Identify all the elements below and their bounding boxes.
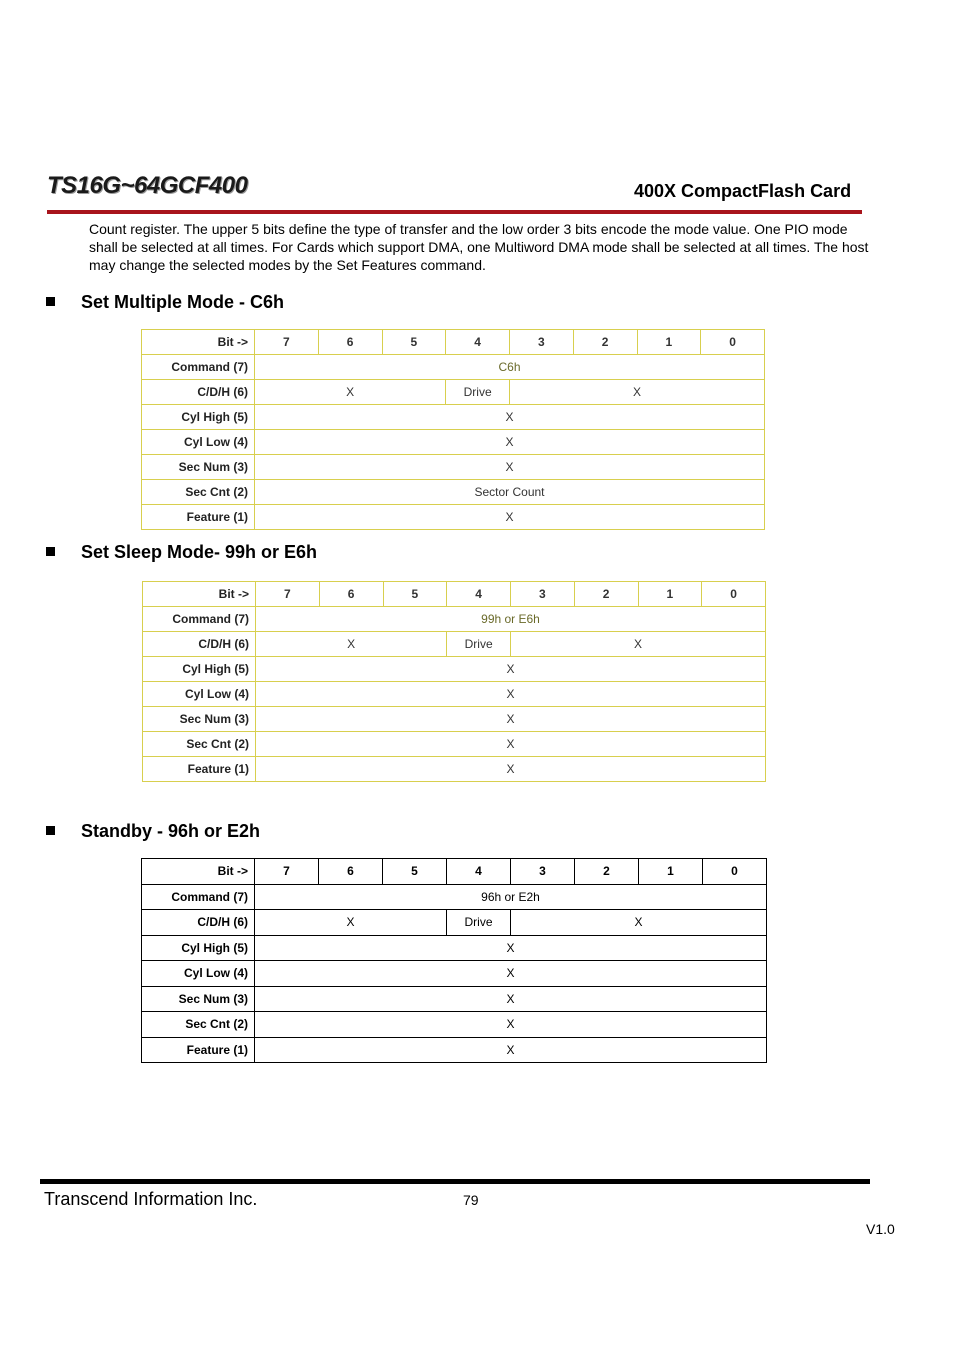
square-bullet-icon	[46, 826, 55, 835]
bit-2: 2	[573, 330, 637, 355]
bit-0: 0	[702, 582, 766, 607]
header-rule	[47, 210, 862, 214]
row-label: C/D/H (6)	[143, 632, 256, 657]
cdh-row	[143, 632, 766, 657]
row-value: X	[255, 1037, 767, 1063]
register-table-set-multiple-mode	[141, 329, 765, 530]
bit-1: 1	[639, 859, 703, 885]
command-value: 96h or E2h	[255, 884, 767, 910]
bit-3: 3	[511, 582, 575, 607]
square-bullet-icon	[46, 547, 55, 556]
cdh-high-value: X	[255, 380, 446, 405]
row-value: X	[255, 505, 765, 530]
command-value: C6h	[255, 355, 765, 380]
section-heading-set-multiple-mode	[46, 292, 284, 313]
model-title: TS16G~64GCF400	[47, 172, 248, 199]
section-title: Standby - 96h or E2h	[81, 821, 261, 841]
cdh-high-value: X	[255, 910, 447, 936]
row-value: X	[255, 455, 765, 480]
row-label: Cyl Low (4)	[142, 430, 255, 455]
cdh-row	[142, 910, 767, 936]
table-row	[142, 405, 765, 430]
cdh-low-value: X	[511, 632, 766, 657]
table-row	[142, 961, 767, 987]
row-value: X	[255, 405, 765, 430]
table-row	[143, 757, 766, 782]
bit-6: 6	[318, 330, 382, 355]
table-row	[143, 707, 766, 732]
cdh-drive-value: Drive	[446, 380, 510, 405]
bit-5: 5	[382, 330, 446, 355]
bit-header-row	[142, 330, 765, 355]
bit-4: 4	[447, 582, 511, 607]
bit-1: 1	[637, 330, 701, 355]
version-label: V1.0	[866, 1221, 895, 1237]
page-number: 79	[463, 1192, 479, 1208]
row-value: X	[255, 986, 767, 1012]
row-label: Sec Cnt (2)	[142, 1012, 255, 1038]
cdh-row	[142, 380, 765, 405]
table-row	[143, 682, 766, 707]
row-label: Cyl High (5)	[142, 935, 255, 961]
bit-6: 6	[319, 859, 383, 885]
row-value: X	[256, 707, 766, 732]
row-label: C/D/H (6)	[142, 380, 255, 405]
register-table-standby	[141, 858, 767, 1063]
row-label: Sec Cnt (2)	[142, 480, 255, 505]
row-label: Sec Num (3)	[142, 986, 255, 1012]
row-value: X	[255, 961, 767, 987]
intro-paragraph: Count register. The upper 5 bits define the type of transfer and the low order 3 bits encode the mode value. One PIO mode shall be selected at all times. For Cards which support DMA, one Multiword DMA mode shall be selected at all times. The host may change the selected modes by the Set Features command.	[89, 221, 869, 273]
bit-1: 1	[638, 582, 702, 607]
bit-0: 0	[703, 859, 767, 885]
bit-label: Bit ->	[142, 859, 255, 885]
bit-0: 0	[701, 330, 765, 355]
square-bullet-icon	[46, 297, 55, 306]
row-value: X	[255, 935, 767, 961]
table-row	[142, 1037, 767, 1063]
bit-header-row	[143, 582, 766, 607]
row-label: Command (7)	[143, 607, 256, 632]
command-value: 99h or E6h	[256, 607, 766, 632]
bit-7: 7	[256, 582, 320, 607]
table-row	[142, 480, 765, 505]
table-row	[142, 430, 765, 455]
row-value: X	[255, 1012, 767, 1038]
table-row	[142, 935, 767, 961]
row-value: X	[255, 430, 765, 455]
command-row	[142, 884, 767, 910]
row-label: Command (7)	[142, 884, 255, 910]
cdh-low-value: X	[510, 380, 765, 405]
cdh-high-value: X	[256, 632, 447, 657]
bit-4: 4	[446, 330, 510, 355]
bit-label: Bit ->	[143, 582, 256, 607]
product-title: 400X CompactFlash Card	[634, 181, 852, 201]
section-heading-set-sleep-mode	[46, 542, 317, 563]
bit-2: 2	[575, 859, 639, 885]
bit-3: 3	[511, 859, 575, 885]
row-label: C/D/H (6)	[142, 910, 255, 936]
table-row	[142, 1012, 767, 1038]
row-value: X	[256, 657, 766, 682]
row-label: Cyl Low (4)	[142, 961, 255, 987]
row-value: X	[256, 732, 766, 757]
table-row	[142, 455, 765, 480]
bit-3: 3	[510, 330, 574, 355]
bit-header-row	[142, 859, 767, 885]
section-heading-standby	[46, 821, 260, 842]
bit-4: 4	[447, 859, 511, 885]
table-row	[142, 986, 767, 1012]
bit-5: 5	[383, 582, 447, 607]
footer-rule	[40, 1179, 870, 1184]
command-row	[143, 607, 766, 632]
bit-7: 7	[255, 330, 319, 355]
cdh-drive-value: Drive	[447, 910, 511, 936]
section-title: Set Multiple Mode - C6h	[81, 292, 285, 312]
bit-6: 6	[319, 582, 383, 607]
row-label: Feature (1)	[143, 757, 256, 782]
row-value: X	[256, 757, 766, 782]
row-label: Sec Num (3)	[142, 455, 255, 480]
bit-label: Bit ->	[142, 330, 255, 355]
row-value: Sector Count	[255, 480, 765, 505]
bit-7: 7	[255, 859, 319, 885]
company-name: Transcend Information Inc.	[44, 1189, 258, 1209]
row-label: Cyl Low (4)	[143, 682, 256, 707]
table-row	[143, 732, 766, 757]
bit-5: 5	[383, 859, 447, 885]
register-table-set-sleep-mode	[142, 581, 766, 782]
row-value: X	[256, 682, 766, 707]
table-row	[143, 657, 766, 682]
row-label: Cyl High (5)	[142, 405, 255, 430]
row-label: Cyl High (5)	[143, 657, 256, 682]
row-label: Feature (1)	[142, 505, 255, 530]
row-label: Sec Num (3)	[143, 707, 256, 732]
section-title: Set Sleep Mode- 99h or E6h	[81, 542, 318, 562]
table-row	[142, 505, 765, 530]
bit-2: 2	[574, 582, 638, 607]
cdh-drive-value: Drive	[447, 632, 511, 657]
row-label: Feature (1)	[142, 1037, 255, 1063]
row-label: Sec Cnt (2)	[143, 732, 256, 757]
row-label: Command (7)	[142, 355, 255, 380]
cdh-low-value: X	[511, 910, 767, 936]
command-row	[142, 355, 765, 380]
